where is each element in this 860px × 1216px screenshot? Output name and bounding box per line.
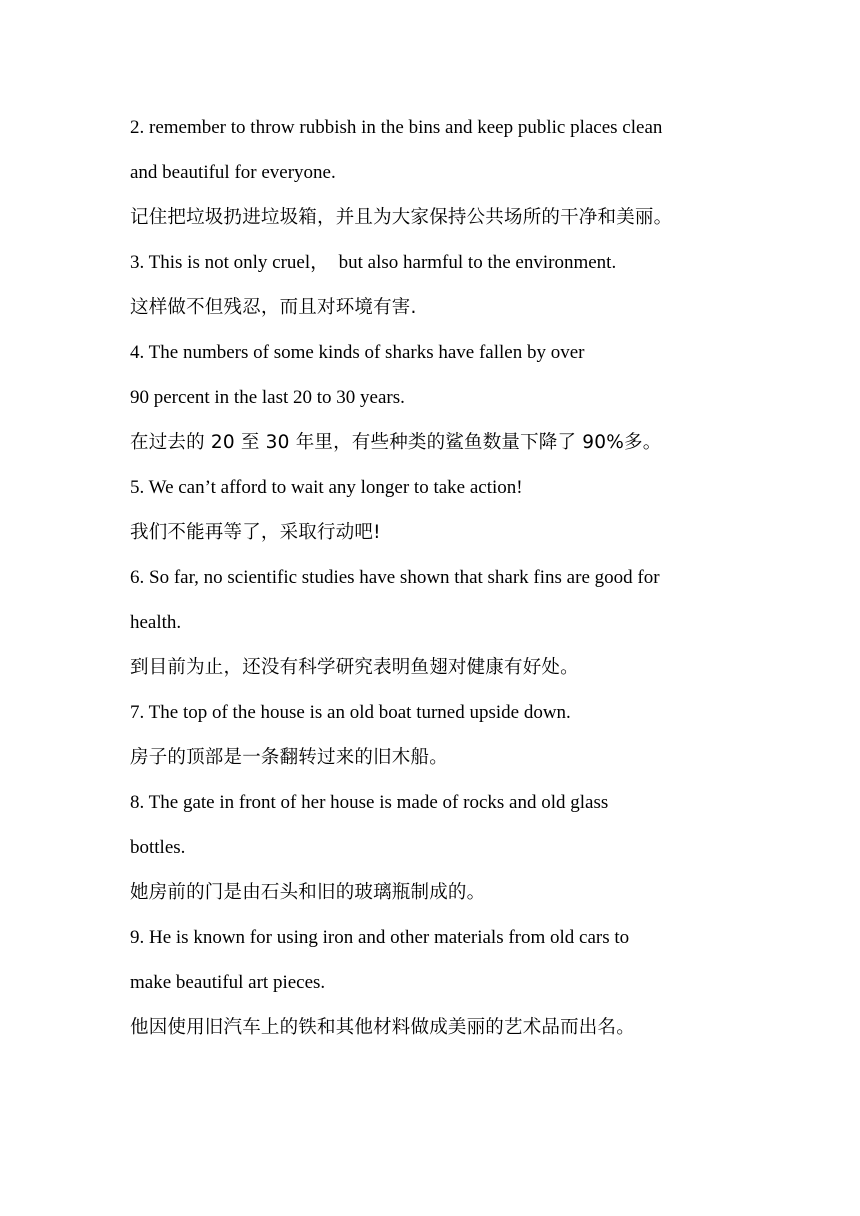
text-line: 7. The top of the house is an old boat turned upside down. bbox=[130, 702, 571, 723]
text-line: 在过去的 20 至 30 年里，有些种类的鲨鱼数量下降了 90%多。 bbox=[130, 432, 662, 453]
text-line: 9. He is known for using iron and other materials from old cars to bbox=[130, 927, 630, 948]
text-line: bottles. bbox=[130, 837, 186, 858]
text-line: 3. This is not only cruel， but also harmful to the environment. bbox=[130, 252, 617, 273]
text-line: 8. The gate in front of her house is made of rocks and old glass bbox=[130, 792, 609, 813]
text-line: 她房前的门是由石头和旧的玻璃瓶制成的。 bbox=[130, 882, 486, 903]
text-line: health. bbox=[130, 612, 182, 633]
text-line: 到目前为止，还没有科学研究表明鱼翅对健康有好处。 bbox=[130, 657, 579, 678]
text-line: 90 percent in the last 20 to 30 years. bbox=[130, 387, 405, 408]
text-line: 5. We can’t afford to wait any longer to take action! bbox=[130, 477, 523, 498]
text-line: 我们不能再等了，采取行动吧! bbox=[130, 522, 381, 543]
text-line: 这样做不但残忍，而且对环境有害. bbox=[130, 297, 417, 318]
text-line: 房子的顶部是一条翻转过来的旧木船。 bbox=[130, 747, 448, 768]
text-line: 记住把垃圾扔进垃圾箱，并且为大家保持公共场所的干净和美丽。 bbox=[130, 207, 673, 228]
document-body bbox=[130, 105, 840, 1050]
text-line: 2. remember to throw rubbish in the bins and keep public places clean bbox=[130, 117, 663, 138]
text-line: 4. The numbers of some kinds of sharks have fallen by over bbox=[130, 342, 585, 363]
text-line: 他因使用旧汽车上的铁和其他材料做成美丽的艺术品而出名。 bbox=[130, 1017, 635, 1038]
text-line: 6. So far, no scientific studies have shown that shark fins are good for bbox=[130, 567, 660, 588]
text-line: and beautiful for everyone. bbox=[130, 162, 336, 183]
text-line: make beautiful art pieces. bbox=[130, 972, 326, 993]
